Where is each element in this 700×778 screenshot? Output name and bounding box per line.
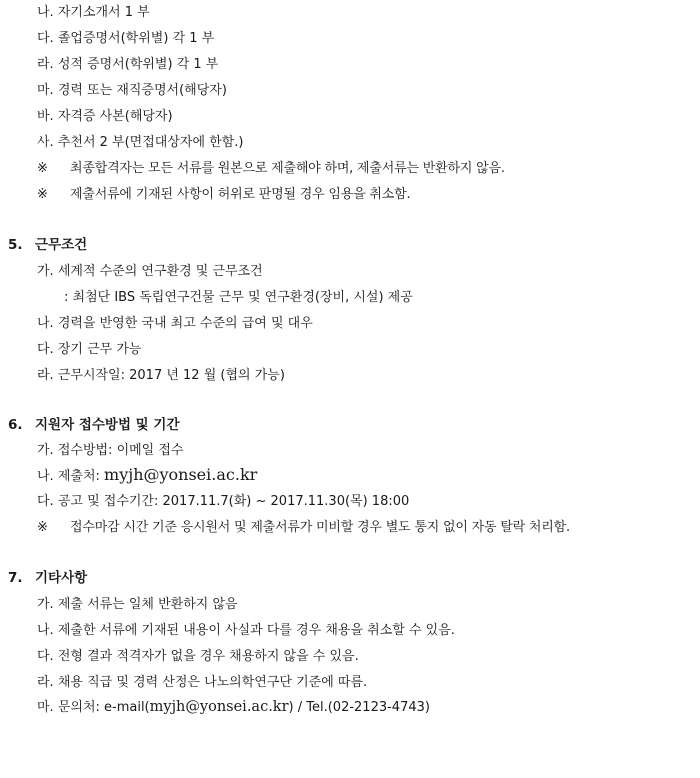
section-5-item: 다. 장기 근무 가능 [37,342,142,357]
section-5-item: 라. 근무시작일: 2017 년 12 월 (협의 가능) [37,368,285,383]
section-5-subitem: : 최첨단 IBS 독립연구건물 근무 및 연구환경(장비, 시설) 제공 [64,290,413,305]
doc-item-self-intro: 나. 자기소개서 1 부 [37,5,150,20]
note-mark: ※ [37,520,48,535]
doc-item-transcript: 라. 성적 증명서(학위별) 각 1 부 [37,57,219,72]
section-7-contact [37,698,430,717]
doc-item-graduation-cert: 다. 졸업증명서(학위별) 각 1 부 [37,31,215,46]
contact-prefix: 마. 문의처: e-mail( [37,700,150,715]
section-5-item: 나. 경력을 반영한 국내 최고 수준의 급여 및 대우 [37,316,313,331]
section-6-heading [8,416,180,434]
note-text: 접수마감 시간 기준 응시원서 및 제출서류가 미비할 경우 별도 통지 없이 자동 탈락 처리함. [70,520,570,535]
section-6-submit-to [37,466,257,486]
contact-suffix: ) / Tel.(02-2123-4743) [288,700,430,715]
section-7-item: 라. 채용 직급 및 경력 산정은 나노의학연구단 기준에 따름. [37,675,368,690]
contact-email-link[interactable]: myjh@yonsei.ac.kr [149,699,289,715]
doc-item-career-cert: 마. 경력 또는 재직증명서(해당자) [37,83,227,98]
note-text: 제출서류에 기재된 사항이 허위로 판명될 경우 임용을 취소함. [70,187,411,202]
section-7-item: 가. 제출 서류는 일체 반환하지 않음 [37,597,238,612]
section-6-period: 다. 공고 및 접수기간: 2017.11.7(화) ~ 2017.11.30(목) 18:00 [37,494,410,509]
section-number: 6. [8,417,23,433]
section-5-item: 가. 세계적 수준의 연구환경 및 근무조건 [37,264,263,279]
note-mark: ※ [37,161,48,176]
note-text: 최종합격자는 모든 서류를 원본으로 제출해야 하며, 제출서류는 반환하지 않음. [70,161,505,176]
submit-to-label: 나. 제출처: [37,469,105,484]
section-title: 근무조건 [35,237,88,253]
section-number: 5. [8,237,23,253]
section-5-heading [8,236,87,254]
section-title: 기타사항 [35,570,88,586]
section-7-item: 나. 제출한 서류에 기재된 내용이 사실과 다를 경우 채용을 취소할 수 있음. [37,623,455,638]
doc-item-license-copy: 바. 자격증 사본(해당자) [37,109,173,124]
doc-item-recommendation: 사. 추천서 2 부(면접대상자에 한함.) [37,135,244,150]
submit-email-link[interactable]: myjh@yonsei.ac.kr [104,465,258,484]
section-number: 7. [8,570,23,586]
section-7-item: 다. 전형 결과 적격자가 없을 경우 채용하지 않을 수 있음. [37,649,359,664]
note-mark: ※ [37,187,48,202]
section-7-heading [8,569,87,587]
section-title: 지원자 접수방법 및 기간 [35,417,180,433]
section-6-method: 가. 접수방법: 이메일 접수 [37,443,184,458]
